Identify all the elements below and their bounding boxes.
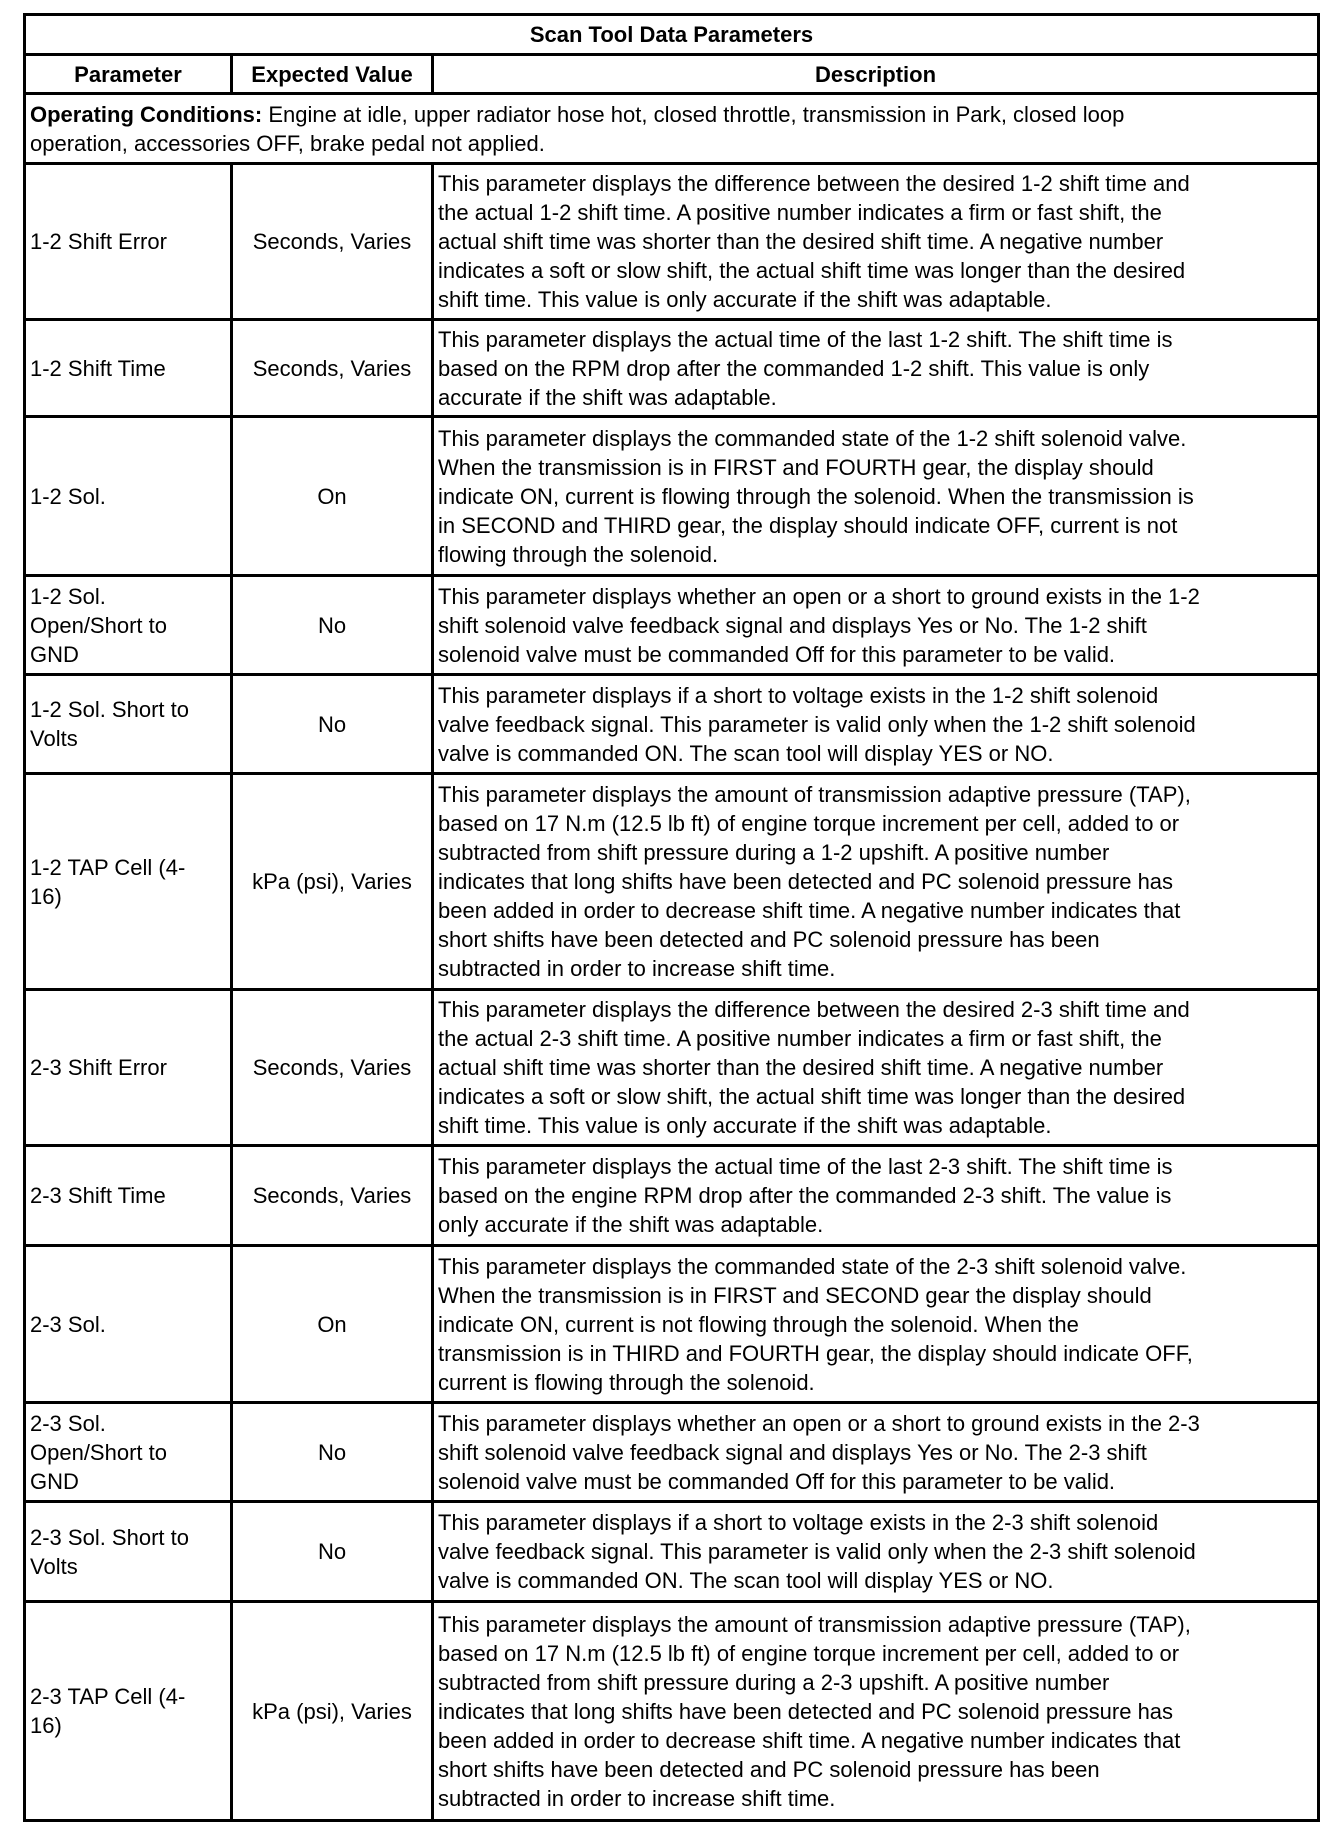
description-line: indicates that long shifts have been detected and PC solenoid pressure has [438,869,1174,894]
parameter-name-line: Open/Short to [30,612,167,638]
description-line: valve is commanded ON. The scan tool will display YES or NO. [438,740,1054,766]
description-cell [433,1146,1319,1246]
description-line: subtracted from shift pressure during a 2-3 upshift. A positive number [438,1669,1110,1695]
description-line: This parameter displays whether an open or a short to ground exists in the 2-3 [438,1410,1200,1436]
description-line: accurate if the shift was adaptable. [438,384,777,410]
description-line: This parameter displays the amount of transmission adaptive pressure (TAP), [438,1611,1191,1637]
expected-value-cell: On [232,417,433,576]
description-cell [433,1602,1319,1821]
table-row [25,1246,1319,1403]
description-line: been added in order to decrease shift time. A negative number indicates that [438,1727,1181,1753]
parameter-cell [25,990,232,1146]
description-line: This parameter displays the commanded state of the 2-3 shift solenoid valve. [438,1253,1187,1279]
description-line: This parameter displays the difference between the desired 2-3 shift time and [438,997,1190,1022]
parameter-name-line: 1-2 Sol. Short to [30,697,189,722]
description-line: actual shift time was shorter than the desired shift time. A negative number [438,229,1164,254]
description-line: valve feedback signal. This parameter is valid only when the 1-2 shift solenoid [438,711,1196,737]
parameter-cell [25,1246,232,1403]
description-line: This parameter displays the commanded state of the 1-2 shift solenoid valve. [438,425,1187,451]
description-line: subtracted in order to increase shift time. [438,956,836,981]
description-cell [433,320,1319,417]
table-row [25,320,1319,417]
operating-conditions [25,94,1319,164]
description-cell [433,675,1319,774]
expected-value-cell: Seconds, Varies [232,164,433,320]
description-line: indicate ON, current is flowing through the solenoid. When the transmission is [438,483,1194,509]
parameter-name-line: 16) [30,883,62,909]
description-cell [433,1502,1319,1602]
expected-value-cell: kPa (psi), Varies [232,774,433,990]
table-row [25,1146,1319,1246]
description-line: short shifts have been detected and PC solenoid pressure has been [438,927,1100,952]
parameter-name-line: 2-3 TAP Cell (4- [30,1684,186,1709]
table-row [25,774,1319,990]
description-line: This parameter displays whether an open or a short to ground exists in the 1-2 [438,583,1200,609]
description-line: current is flowing through the solenoid. [438,1369,815,1395]
description-line: the actual 2-3 shift time. A positive number indicates a firm or fast shift, the [438,1026,1162,1051]
description-line: transmission is in THIRD and FOURTH gear, the display should indicate OFF, [438,1340,1193,1366]
parameter-name-line: 1-2 Shift Time [30,355,166,381]
expected-value-cell: Seconds, Varies [232,1146,433,1246]
parameter-name-line: 16) [30,1713,62,1738]
header-row [25,55,1319,94]
description-line: shift time. This value is only accurate if the shift was adaptable. [438,287,1052,312]
parameter-name-line: Open/Short to [30,1439,167,1465]
description-line: only accurate if the shift was adaptable. [438,1212,824,1237]
expected-value-cell: No [232,675,433,774]
description-line: When the transmission is in FIRST and SECOND gear the display should [438,1282,1152,1308]
description-line: solenoid valve must be commanded Off for this parameter to be valid. [438,641,1116,667]
expected-value-cell: No [232,576,433,675]
description-line: solenoid valve must be commanded Off for this parameter to be valid. [438,1468,1116,1494]
description-line: the actual 1-2 shift time. A positive number indicates a firm or fast shift, the [438,200,1162,225]
description-line: based on the engine RPM drop after the commanded 2-3 shift. The value is [438,1183,1172,1208]
description-cell [433,1246,1319,1403]
parameter-name-line: 2-3 Sol. [30,1311,106,1337]
description-line: indicates a soft or slow shift, the actual shift time was longer than the desired [438,1084,1186,1109]
description-line: This parameter displays if a short to voltage exists in the 1-2 shift solenoid [438,682,1159,708]
description-line: This parameter displays the actual time of the last 2-3 shift. The shift time is [438,1154,1173,1179]
description-line: valve is commanded ON. The scan tool will display YES or NO. [438,1568,1054,1593]
description-line: flowing through the solenoid. [438,541,719,567]
description-cell [433,1403,1319,1502]
parameter-name-line: GND [30,641,79,667]
description-line: based on 17 N.m (12.5 lb ft) of engine torque increment per cell, added to or [438,811,1180,836]
parameter-cell [25,417,232,576]
parameter-cell [25,320,232,417]
description-line: based on 17 N.m (12.5 lb ft) of engine torque increment per cell, added to or [438,1640,1180,1666]
table-row [25,417,1319,576]
description-line: This parameter displays the difference between the desired 1-2 shift time and [438,171,1190,196]
operating-conditions-line: Engine at idle, upper radiator hose hot, closed throttle, transmission in Park, closed loop [262,101,1125,127]
parameter-name-line: 2-3 Shift Time [30,1183,166,1208]
table-row [25,990,1319,1146]
description-cell [433,774,1319,990]
description-line: been added in order to decrease shift time. A negative number indicates that [438,898,1181,923]
table-row [25,164,1319,320]
expected-value-cell: Seconds, Varies [232,320,433,417]
table-row [25,675,1319,774]
expected-value-cell: No [232,1403,433,1502]
description-line: indicate ON, current is not flowing through the solenoid. When the [438,1311,1079,1337]
parameter-name-line: 1-2 Shift Error [30,229,167,254]
parameter-cell [25,1403,232,1502]
parameter-name-line: Volts [30,726,78,751]
parameter-name-line: 2-3 Sol. Short to [30,1524,189,1550]
parameter-cell [25,576,232,675]
parameter-name-line: Volts [30,1553,78,1579]
description-line: This parameter displays the actual time of the last 1-2 shift. The shift time is [438,326,1173,352]
operating-conditions-row [25,94,1319,164]
table-row [25,1403,1319,1502]
parameter-name-line: 2-3 Shift Error [30,1055,167,1080]
description-line: indicates that long shifts have been detected and PC solenoid pressure has [438,1698,1174,1724]
description-line: short shifts have been detected and PC solenoid pressure has been [438,1756,1100,1782]
expected-value-cell: On [232,1246,433,1403]
description-line: This parameter displays if a short to voltage exists in the 2-3 shift solenoid [438,1510,1159,1535]
scan-tool-data-table [23,13,1320,1822]
table-row [25,1502,1319,1602]
header-description: Description [433,55,1319,94]
table-row [25,1602,1319,1821]
description-line: valve feedback signal. This parameter is valid only when the 2-3 shift solenoid [438,1539,1196,1564]
parameter-cell [25,164,232,320]
expected-value-cell: No [232,1502,433,1602]
table-row [25,576,1319,675]
parameter-name-line: 1-2 Sol. [30,483,106,509]
description-line: subtracted in order to increase shift time. [438,1785,836,1811]
table-title-row [25,15,1319,55]
parameter-cell [25,774,232,990]
header-expected-value: Expected Value [232,55,433,94]
description-line: based on the RPM drop after the commanded 1-2 shift. This value is only [438,355,1150,381]
description-line: subtracted from shift pressure during a 1-2 upshift. A positive number [438,840,1110,865]
table-title: Scan Tool Data Parameters [25,15,1319,55]
description-line: indicates a soft or slow shift, the actual shift time was longer than the desired [438,258,1186,283]
expected-value-cell: Seconds, Varies [232,990,433,1146]
parameter-cell [25,1146,232,1246]
parameter-name-line: 2-3 Sol. [30,1410,106,1436]
description-line: When the transmission is in FIRST and FOURTH gear, the display should [438,454,1154,480]
parameter-cell [25,1602,232,1821]
description-line: shift time. This value is only accurate if the shift was adaptable. [438,1113,1052,1138]
description-line: in SECOND and THIRD gear, the display should indicate OFF, current is not [438,512,1178,538]
parameter-name-line: GND [30,1468,79,1494]
header-parameter: Parameter [25,55,232,94]
expected-value-cell: kPa (psi), Varies [232,1602,433,1821]
parameter-name-line: 1-2 TAP Cell (4- [30,854,186,880]
parameter-cell [25,675,232,774]
description-line: This parameter displays the amount of transmission adaptive pressure (TAP), [438,782,1191,807]
description-cell [433,417,1319,576]
description-cell [433,990,1319,1146]
parameter-cell [25,1502,232,1602]
parameter-name-line: 1-2 Sol. [30,583,106,609]
operating-conditions-line: operation, accessories OFF, brake pedal not applied. [30,130,545,156]
description-line: shift solenoid valve feedback signal and displays Yes or No. The 1-2 shift [438,612,1147,638]
description-line: shift solenoid valve feedback signal and displays Yes or No. The 2-3 shift [438,1439,1147,1465]
description-cell [433,576,1319,675]
operating-conditions-label: Operating Conditions: [30,101,263,127]
description-line: actual shift time was shorter than the desired shift time. A negative number [438,1055,1164,1080]
description-cell [433,164,1319,320]
